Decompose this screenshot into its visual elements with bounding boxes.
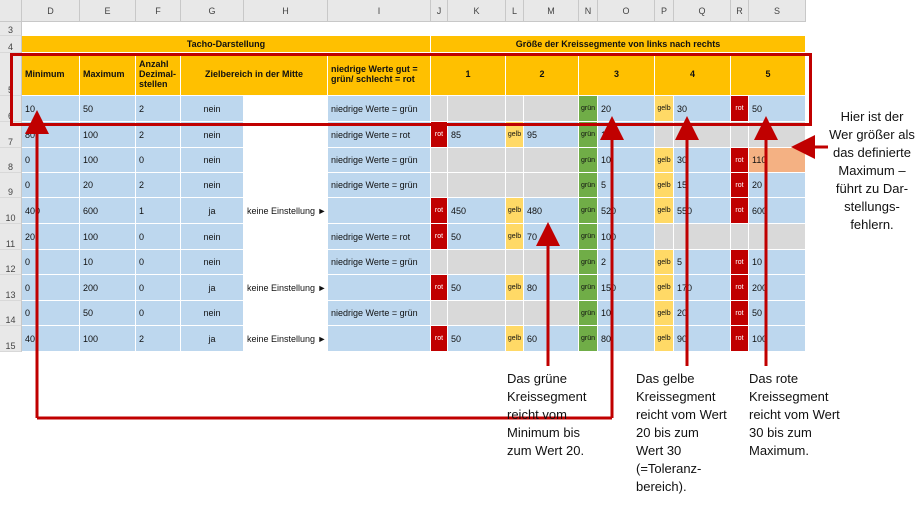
cell-target[interactable]: nein [181, 224, 244, 250]
segment-5-value[interactable]: 50 [749, 96, 806, 122]
segments-title[interactable]: Größe der Kreissegmente von links nach rechts [431, 36, 806, 53]
row-header-6[interactable]: 6 [0, 96, 22, 122]
segment-3-color[interactable]: grün [579, 148, 598, 173]
segment-5-value[interactable]: 20 [749, 173, 806, 198]
cell-low-values[interactable]: niedrige Werte = grün [328, 301, 431, 326]
cell-minimum[interactable]: 0 [22, 173, 80, 198]
segment-3-color[interactable]: grün [579, 198, 598, 224]
segment-2-value[interactable]: 480 [524, 198, 579, 224]
segment-1-value[interactable]: 50 [448, 326, 506, 352]
row-header-3[interactable]: 3 [0, 22, 22, 36]
segment-4-color[interactable]: gelb [655, 326, 674, 352]
cell-low-values[interactable]: niedrige Werte = grün [328, 96, 431, 122]
segment-2-value[interactable]: 95 [524, 122, 579, 148]
segment-3-value[interactable]: 20 [598, 96, 655, 122]
cell-maximum[interactable]: 200 [80, 275, 136, 301]
cell-minimum[interactable]: 80 [22, 122, 80, 148]
column-header-s[interactable]: S [749, 0, 806, 22]
segment-3-color[interactable]: grün [579, 173, 598, 198]
row-header-9[interactable]: 9 [0, 173, 22, 198]
cell-decimals[interactable]: 2 [136, 173, 181, 198]
cell-maximum[interactable]: 100 [80, 122, 136, 148]
cell-setting[interactable]: keine Einstellung ► [244, 275, 328, 301]
column-header-h[interactable]: H [244, 0, 328, 22]
column-header-o[interactable]: O [598, 0, 655, 22]
segment-5-value[interactable]: 110 [749, 148, 806, 173]
cell-low-values[interactable]: niedrige Werte = grün [328, 148, 431, 173]
column-header-k[interactable]: K [448, 0, 506, 22]
cell-minimum[interactable]: 40 [22, 326, 80, 352]
cell-minimum[interactable]: 0 [22, 301, 80, 326]
segment-2-color[interactable]: gelb [506, 198, 524, 224]
segment-2-color[interactable]: gelb [506, 224, 524, 250]
segment-1-color[interactable]: rot [431, 122, 448, 148]
segment-5-color[interactable]: rot [731, 301, 749, 326]
segment-2-color[interactable]: gelb [506, 122, 524, 148]
segment-3-value[interactable]: 100 [598, 122, 655, 148]
segment-3-value[interactable]: 150 [598, 275, 655, 301]
cell-maximum[interactable]: 100 [80, 326, 136, 352]
cell-decimals[interactable]: 2 [136, 326, 181, 352]
cell-minimum[interactable]: 0 [22, 148, 80, 173]
row-header-12[interactable]: 12 [0, 250, 22, 275]
segment-4-color[interactable]: gelb [655, 148, 674, 173]
column-header-l[interactable]: L [506, 0, 524, 22]
cell-decimals[interactable]: 2 [136, 96, 181, 122]
row-header-10[interactable]: 10 [0, 198, 22, 224]
cell-low-values[interactable]: niedrige Werte = grün [328, 250, 431, 275]
segment-2-color[interactable]: gelb [506, 326, 524, 352]
header-segment-2[interactable]: 2 [506, 53, 579, 96]
segment-2-value[interactable]: 60 [524, 326, 579, 352]
column-header-r[interactable]: R [731, 0, 749, 22]
cell-low-values[interactable]: niedrige Werte = rot [328, 224, 431, 250]
cell-minimum[interactable]: 400 [22, 198, 80, 224]
cell-target[interactable]: nein [181, 148, 244, 173]
cell-maximum[interactable]: 600 [80, 198, 136, 224]
cell-target[interactable]: nein [181, 301, 244, 326]
segment-4-value[interactable]: 5 [674, 250, 731, 275]
row-header-15[interactable]: 15 [0, 326, 22, 352]
header-decimals[interactable]: Anzahl Dezimal-stellen [136, 53, 181, 96]
cell-target[interactable]: ja [181, 275, 244, 301]
cell-maximum[interactable]: 20 [80, 173, 136, 198]
segment-3-value[interactable]: 2 [598, 250, 655, 275]
segment-2-value[interactable]: 80 [524, 275, 579, 301]
header-maximum[interactable]: Maximum [80, 53, 136, 96]
segment-3-color[interactable]: grün [579, 301, 598, 326]
segment-4-value[interactable]: 550 [674, 198, 731, 224]
cell-target[interactable]: ja [181, 326, 244, 352]
annotation-red-segment: Das rote Kreissegment reicht vom Wert 30 bis zum Maximum. [749, 371, 840, 458]
segment-3-color[interactable]: grün [579, 275, 598, 301]
cell-decimals[interactable]: 1 [136, 198, 181, 224]
segment-2-value[interactable]: 70 [524, 224, 579, 250]
cell-target[interactable]: nein [181, 122, 244, 148]
segment-5-value[interactable]: 10 [749, 250, 806, 275]
cell-setting[interactable]: keine Einstellung ► [244, 326, 328, 352]
segment-3-value[interactable]: 10 [598, 148, 655, 173]
column-header-d[interactable]: D [22, 0, 80, 22]
segment-4-value[interactable]: 170 [674, 275, 731, 301]
column-header-p[interactable]: P [655, 0, 674, 22]
cell-decimals[interactable]: 0 [136, 250, 181, 275]
annotation-yellow-segment: Das gelbe Kreissegment reicht vom Wert 20 bis zum Wert 30 (=Toleranz-bereich). [636, 371, 727, 494]
cell-decimals[interactable]: 0 [136, 148, 181, 173]
column-header-g[interactable]: G [181, 0, 244, 22]
header-segment-5[interactable]: 5 [731, 53, 806, 96]
row-header-5[interactable]: 5 [0, 53, 22, 96]
segment-5-value[interactable]: 200 [749, 275, 806, 301]
header-segment-4[interactable]: 4 [655, 53, 731, 96]
segment-3-color[interactable]: grün [579, 224, 598, 250]
segment-3-color[interactable]: grün [579, 326, 598, 352]
segment-4-value[interactable]: 15 [674, 173, 731, 198]
segment-3-value[interactable]: 100 [598, 224, 655, 250]
segment-1-value[interactable]: 450 [448, 198, 506, 224]
cell-target[interactable]: ja [181, 198, 244, 224]
cell-target[interactable]: nein [181, 173, 244, 198]
segment-1-value[interactable]: 85 [448, 122, 506, 148]
segment-4-color[interactable]: gelb [655, 96, 674, 122]
row-header-11[interactable]: 11 [0, 224, 22, 250]
segment-3-value[interactable]: 520 [598, 198, 655, 224]
column-header-q[interactable]: Q [674, 0, 731, 22]
segment-3-value[interactable]: 80 [598, 326, 655, 352]
row-header-14[interactable]: 14 [0, 301, 22, 326]
segment-1-color[interactable]: rot [431, 198, 448, 224]
segment-5-color[interactable]: rot [731, 198, 749, 224]
header-minimum[interactable]: Minimum [22, 53, 80, 96]
segment-4-value[interactable]: 30 [674, 148, 731, 173]
column-header-n[interactable]: N [579, 0, 598, 22]
cell-target[interactable]: nein [181, 250, 244, 275]
row-header-8[interactable]: 8 [0, 148, 22, 173]
segment-5-color[interactable]: rot [731, 250, 749, 275]
segment-2-color[interactable]: gelb [506, 275, 524, 301]
segment-5-color[interactable]: rot [731, 96, 749, 122]
cell-maximum[interactable]: 100 [80, 148, 136, 173]
segment-3-color[interactable]: grün [579, 96, 598, 122]
segment-3-value[interactable]: 5 [598, 173, 655, 198]
segment-3-color[interactable]: grün [579, 250, 598, 275]
segment-1-value[interactable]: 50 [448, 224, 506, 250]
row-header-13[interactable]: 13 [0, 275, 22, 301]
annotation-overflow: Hier ist der Wer größer als das definierte Maximum – führt zu Dar-stellungs-fehlern. [829, 109, 915, 232]
segment-5-value[interactable]: 600 [749, 198, 806, 224]
annotation-green-segment: Das grüne Kreissegment reicht vom Minimum bis zum Wert 20. [507, 371, 587, 458]
segment-5-color[interactable]: rot [731, 326, 749, 352]
segment-1-color[interactable]: rot [431, 224, 448, 250]
cell-decimals[interactable]: 0 [136, 301, 181, 326]
segment-3-value[interactable]: 10 [598, 301, 655, 326]
cell-decimals[interactable]: 2 [136, 122, 181, 148]
segment-4-value[interactable]: 90 [674, 326, 731, 352]
column-header-f[interactable]: F [136, 0, 181, 22]
segment-3-color[interactable]: grün [579, 122, 598, 148]
cell-maximum[interactable]: 50 [80, 301, 136, 326]
column-header-m[interactable]: M [524, 0, 579, 22]
cell-maximum[interactable]: 100 [80, 224, 136, 250]
cell-low-values[interactable]: niedrige Werte = rot [328, 122, 431, 148]
cell-minimum[interactable]: 0 [22, 275, 80, 301]
segment-4-color[interactable]: gelb [655, 301, 674, 326]
segment-1-color[interactable]: rot [431, 275, 448, 301]
header-segment-1[interactable]: 1 [431, 53, 506, 96]
cell-low-values[interactable]: niedrige Werte = grün [328, 173, 431, 198]
segment-5-color[interactable]: rot [731, 148, 749, 173]
cell-minimum[interactable]: 0 [22, 250, 80, 275]
tacho-title[interactable]: Tacho-Darstellung [22, 36, 431, 53]
segment-5-color[interactable]: rot [731, 173, 749, 198]
row-header-4[interactable]: 4 [0, 36, 22, 53]
segment-4-color[interactable]: gelb [655, 250, 674, 275]
column-header-e[interactable]: E [80, 0, 136, 22]
cell-minimum[interactable]: 20 [22, 224, 80, 250]
cell-decimals[interactable]: 0 [136, 224, 181, 250]
segment-1-value[interactable]: 50 [448, 275, 506, 301]
cell-minimum[interactable]: 10 [22, 96, 80, 122]
segment-5-value[interactable]: 100 [749, 326, 806, 352]
segment-4-value[interactable]: 20 [674, 301, 731, 326]
cell-maximum[interactable]: 10 [80, 250, 136, 275]
segment-5-value[interactable]: 50 [749, 301, 806, 326]
cell-setting[interactable]: keine Einstellung ► [244, 198, 328, 224]
column-header-i[interactable]: I [328, 0, 431, 22]
segment-4-color[interactable]: gelb [655, 173, 674, 198]
segment-4-color[interactable]: gelb [655, 198, 674, 224]
column-header-j[interactable]: J [431, 0, 448, 22]
cell-target[interactable]: nein [181, 96, 244, 122]
header-target[interactable]: Zielbereich in der Mitte [181, 53, 328, 96]
header-segment-3[interactable]: 3 [579, 53, 655, 96]
header-low-values[interactable]: niedrige Werte gut = grün/ schlecht = rot [328, 53, 431, 96]
row-header-7[interactable]: 7 [0, 122, 22, 148]
segment-1-color[interactable]: rot [431, 326, 448, 352]
segment-4-color[interactable]: gelb [655, 275, 674, 301]
cell-decimals[interactable]: 0 [136, 275, 181, 301]
cell-maximum[interactable]: 50 [80, 96, 136, 122]
segment-4-value[interactable]: 30 [674, 96, 731, 122]
segment-5-color[interactable]: rot [731, 275, 749, 301]
